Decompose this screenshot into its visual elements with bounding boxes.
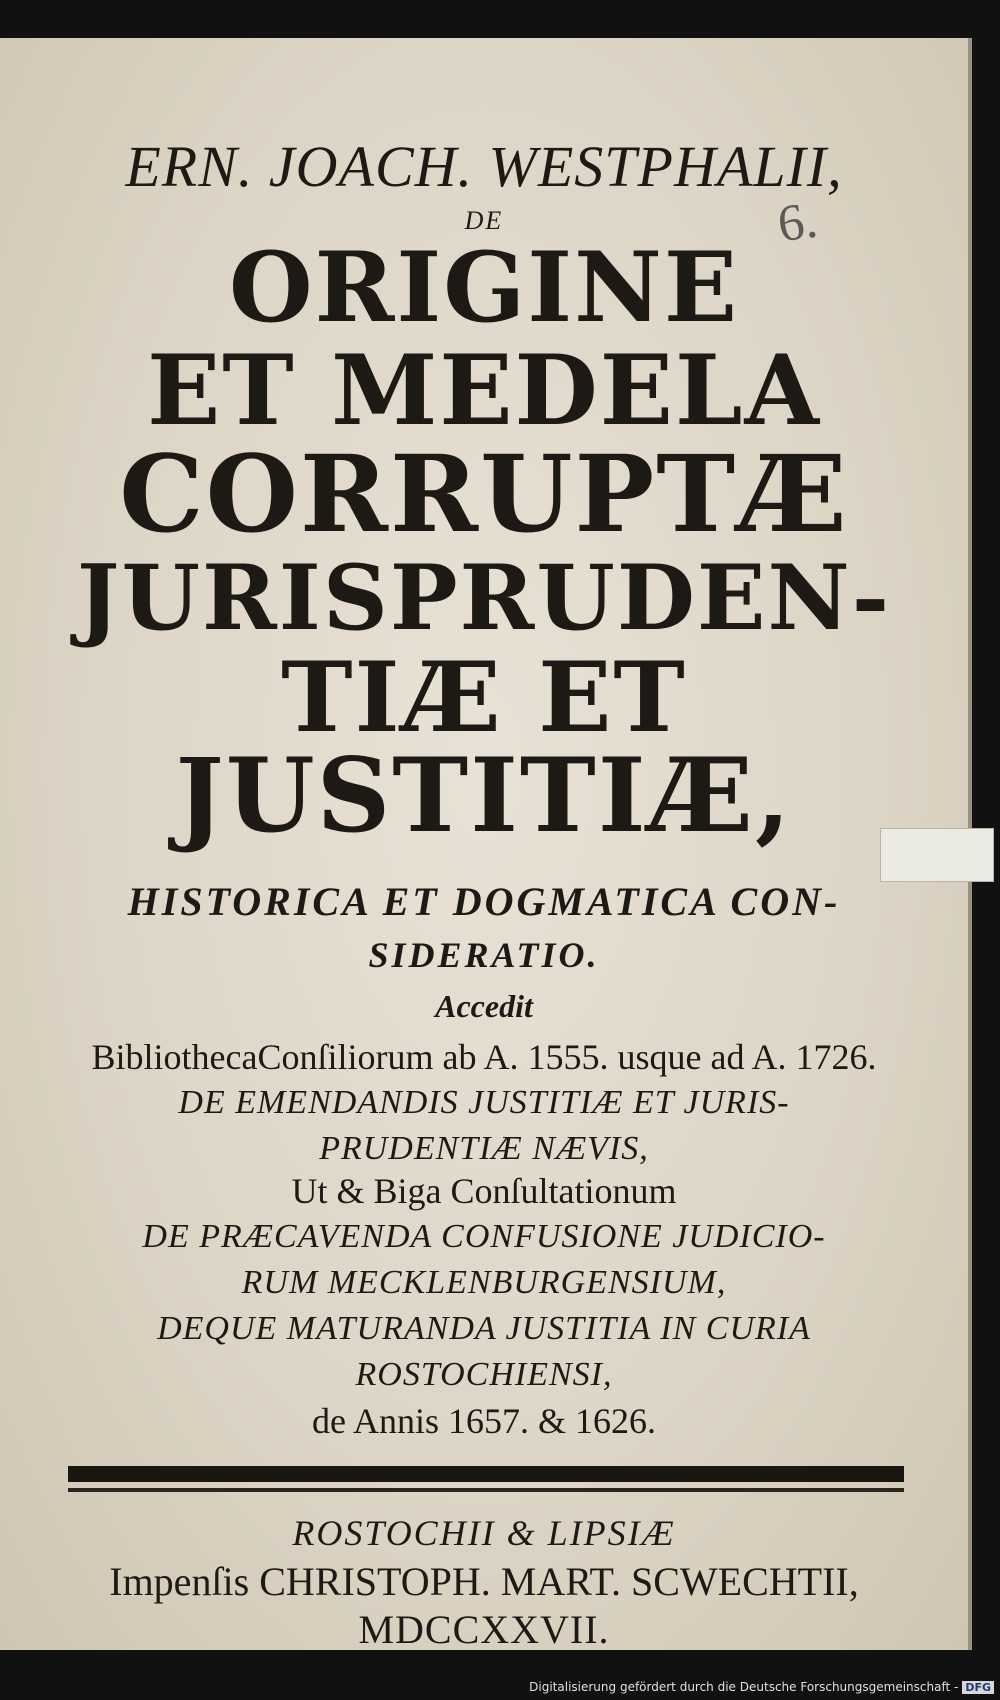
emendandis-line-1: DE EMENDANDIS JUSTITIÆ ET JURIS- xyxy=(178,1084,790,1121)
title-line-1: ORIGINE xyxy=(228,231,740,344)
imprint-place: ROSTOCHII & LIPSIÆ xyxy=(292,1513,676,1553)
title-line-3: CORRUPTÆ xyxy=(119,431,849,556)
imprint-year: MDCCXXVII. xyxy=(358,1607,610,1652)
ornamental-rule xyxy=(68,1466,904,1482)
digitization-footer xyxy=(529,1680,994,1694)
annis-line: de Annis 1657. & 1626. xyxy=(311,1401,656,1441)
title-line-5: TIÆ ET xyxy=(281,641,687,754)
praecavenda-line-1: DE PRÆCAVENDA CONFUSIONE JUDICIO- xyxy=(142,1218,826,1255)
thin-rule xyxy=(68,1488,904,1492)
subtitle-line-1: HISTORICA ET DOGMATICA CON- xyxy=(127,879,841,924)
dfg-logo: DFG xyxy=(962,1681,994,1694)
author-line: ERN. JOACH. WESTPHALII, xyxy=(125,134,843,199)
subtitle-line-2: SIDERATIO. xyxy=(368,935,600,975)
imprint-publisher: Impenſis CHRISTOPH. MART. SCWECHTII, xyxy=(109,1559,859,1604)
title-line-6: JUSTITIÆ, xyxy=(175,736,793,856)
praecavenda-line-2: RUM MECKLENBURGENSIUM, xyxy=(241,1264,727,1301)
accedit-line: Accedit xyxy=(435,988,533,1024)
paper-tab-marker xyxy=(880,828,994,882)
footer-text: Digitalisierung gefördert durch die Deutsche Forschungsgemeinschaft - xyxy=(529,1680,959,1694)
handwritten-shelfmark: 6. xyxy=(774,191,821,254)
title-line-2: ET MEDELA xyxy=(147,334,821,447)
title-page xyxy=(0,38,972,1650)
de-word: DE xyxy=(464,206,504,235)
ut-biga-line: Ut & Biga Conſultationum xyxy=(291,1171,677,1211)
bibliotheca-line: BibliothecaConſiliorum ab A. 1555. usque ad A. 1726. xyxy=(91,1037,877,1077)
praecavenda-line-3: DEQUE MATURANDA JUSTITIA IN CURIA xyxy=(157,1310,811,1347)
emendandis-line-2: PRUDENTIÆ NÆVIS, xyxy=(319,1130,649,1167)
praecavenda-line-4: ROSTOCHIENSI, xyxy=(355,1356,613,1393)
title-line-4: JURISPRUDEN- xyxy=(76,545,892,651)
